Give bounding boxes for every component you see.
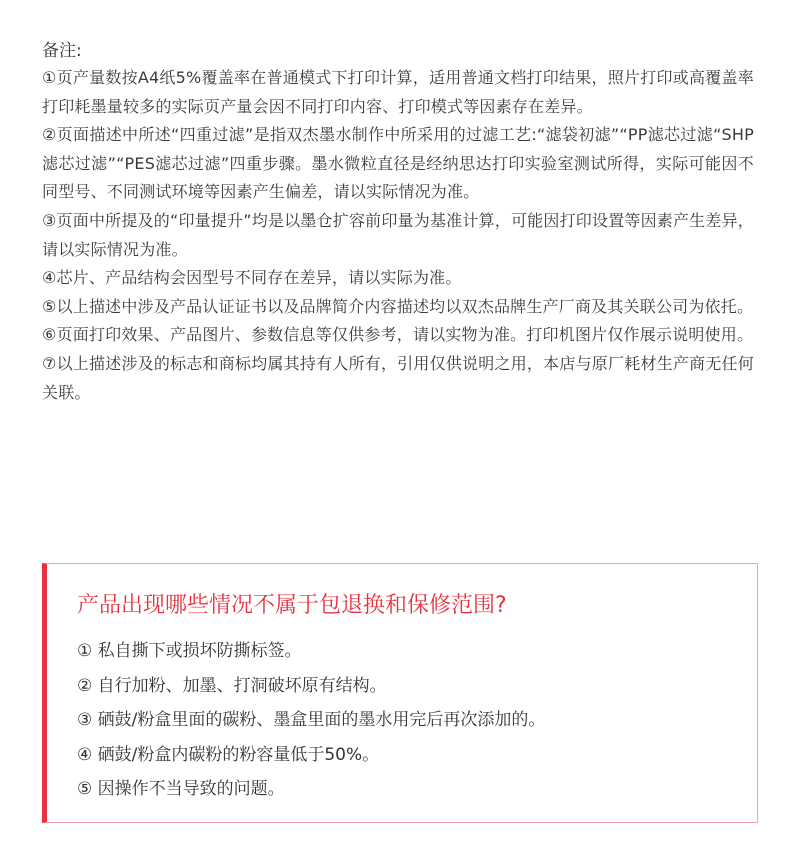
note-item-2: ②页面描述中所述“四重过滤”是指双杰墨水制作中所采用的过滤工艺:“滤袋初滤”“PP滤芯过滤“SHP滤芯过滤”“PES滤芯过滤”四重步骤。墨水微粒直径是经纳思达打印实验室测试所得，实际可能因不同型号、不同测试环境等因素产生偏差，请以实际情况为准。 [42,125,754,202]
warranty-exclusion-list [77,634,545,807]
note-item-5: ⑤以上描述中涉及产品认证证书以及品牌简介内容描述均以双杰品牌生产厂商及其关联公司为依托。 [42,296,754,316]
notes-section [42,38,754,407]
note-item-1: ①页产量数按A4纸5%覆盖率在普通模式下打印计算，适用普通文档打印结果，照片打印或高覆盖率打印耗墨量较多的实际页产量会因不同打印内容、打印模式等因素存在差异。 [42,68,754,116]
warranty-exclusion-item-4: ④ 硒鼓/粉盒内碳粉的粉容量低于50%。 [77,744,380,765]
note-item-4: ④芯片、产品结构会因型号不同存在差异，请以实际为准。 [42,268,462,288]
warranty-exclusion-item-5: ⑤ 因操作不当导致的问题。 [77,779,285,799]
warranty-exclusion-title: 产品出现哪些情况不属于包退换和保修范围? [77,593,507,618]
notes-title: 备注: [42,41,82,61]
warranty-exclusion-item-1: ① 私自撕下或损坏防撕标签。 [77,641,302,661]
warranty-exclusion-box [42,563,758,823]
note-item-6: ⑥页面打印效果、产品图片、参数信息等仅供参考，请以实物为准。打印机图片仅作展示说明使用。 [42,325,754,345]
note-item-3: ③页面中所提及的“印量提升”均是以墨仓扩容前印量为基准计算，可能因打印设置等因素产生差异，请以实际情况为准。 [42,210,754,259]
warranty-exclusion-item-2: ② 自行加粉、加墨、打洞破坏原有结构。 [77,675,387,696]
note-item-7: ⑦以上描述涉及的标志和商标均属其持有人所有，引用仅供说明之用，本店与原厂耗材生产商无任何关联。 [42,353,754,402]
warranty-exclusion-item-3: ③ 硒鼓/粉盒里面的碳粉、墨盒里面的墨水用完后再次添加的。 [77,710,546,730]
